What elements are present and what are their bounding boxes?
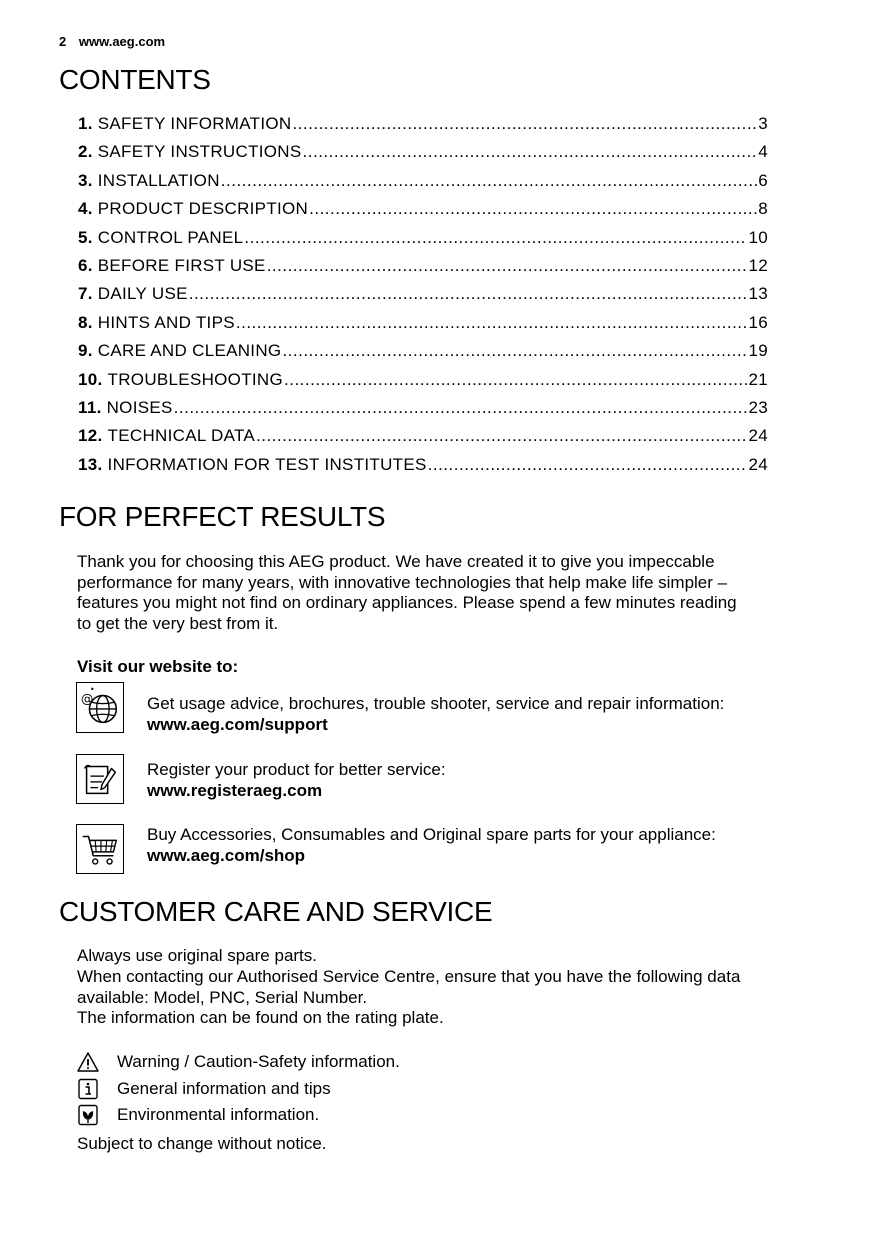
toc-dot-leader <box>221 171 757 191</box>
toc-entry[interactable] <box>78 199 768 227</box>
warning-triangle-icon <box>77 1051 99 1073</box>
toc-dot-leader <box>303 142 758 162</box>
toc-dot-leader <box>284 370 747 390</box>
toc-dot-leader <box>309 199 757 219</box>
toc-entry[interactable] <box>78 398 768 426</box>
toc-entry-number: 7. <box>78 284 93 304</box>
toc-entry-number: 12. <box>78 426 103 446</box>
register-website-text <box>147 759 847 801</box>
toc-entry-number: 3. <box>78 170 93 190</box>
toc-entry[interactable] <box>78 426 768 454</box>
legend-environment-label: Environmental information. <box>117 1105 320 1125</box>
page-header <box>59 34 165 49</box>
intro-line: features you might not find on ordinary appliances. Please spend a few minutes reading <box>77 593 737 613</box>
care-line: Always use original spare parts. <box>77 946 318 965</box>
toc-entry-number: 2. <box>78 142 93 162</box>
toc-entry-label: CARE AND CLEANING <box>97 341 282 361</box>
support-link[interactable]: www.aeg.com/support <box>147 715 328 734</box>
toc-entry-page: 4 <box>758 142 768 162</box>
toc-entry-label: CONTROL PANEL <box>97 227 244 247</box>
shop-website-text <box>147 824 847 866</box>
results-intro <box>77 552 817 634</box>
toc-entry[interactable] <box>78 256 768 284</box>
register-link[interactable]: www.registeraeg.com <box>147 781 323 800</box>
legend-warning-label: Warning / Caution-Safety information. <box>117 1052 400 1072</box>
change-notice: Subject to change without notice. <box>77 1134 327 1153</box>
toc-entry-page: 10 <box>748 227 768 247</box>
legend-environment <box>77 1102 400 1129</box>
toc-entry-page: 8 <box>758 199 768 219</box>
toc-entry-number: 8. <box>78 312 93 332</box>
toc-entry-page: 23 <box>748 397 768 417</box>
toc-entry-number: 4. <box>78 199 93 219</box>
shop-description: Buy Accessories, Consumables and Original spare parts for your appliance: <box>147 825 716 844</box>
toc-entry[interactable] <box>78 114 768 142</box>
legend-warning <box>77 1049 400 1076</box>
toc-entry[interactable] <box>78 142 768 170</box>
support-description: Get usage advice, brochures, trouble shooter, service and repair information: <box>147 694 725 713</box>
toc-entry-label: BEFORE FIRST USE <box>97 255 266 275</box>
site-url[interactable]: www.aeg.com <box>78 34 166 49</box>
toc-dot-leader <box>174 398 748 418</box>
toc-entry-number: 9. <box>78 341 93 361</box>
visit-website-label: Visit our website to: <box>77 657 239 676</box>
contents-heading: CONTENTS <box>59 64 211 95</box>
toc-dot-leader <box>292 114 757 134</box>
toc-entry-label: INFORMATION FOR TEST INSTITUTES <box>107 454 427 474</box>
register-document-icon <box>76 754 124 804</box>
perfect-results-heading: FOR PERFECT RESULTS <box>59 501 386 532</box>
toc-entry-label: SAFETY INFORMATION <box>97 114 292 133</box>
toc-entry-page: 12 <box>748 255 768 275</box>
environment-icon <box>77 1104 99 1126</box>
care-line: The information can be found on the rating plate. <box>77 1008 444 1028</box>
toc-entry[interactable] <box>78 171 768 199</box>
legend-info <box>77 1076 400 1103</box>
toc-entry-label: TECHNICAL DATA <box>107 426 256 446</box>
toc-dot-leader <box>428 455 748 475</box>
info-icon <box>77 1078 99 1100</box>
support-website-text <box>147 693 847 735</box>
shopping-cart-icon <box>76 824 124 874</box>
toc-entry-number: 1. <box>78 114 93 133</box>
intro-line: to get the very best from it. <box>77 613 279 633</box>
toc-entry[interactable] <box>78 284 768 312</box>
toc-entry[interactable] <box>78 228 768 256</box>
toc-entry-page: 24 <box>748 454 768 474</box>
toc-entry-page: 3 <box>758 114 768 133</box>
toc-dot-leader <box>244 228 747 248</box>
toc-entry-page: 21 <box>748 369 768 389</box>
toc-entry[interactable] <box>78 341 768 369</box>
toc-entry-page: 16 <box>748 312 768 332</box>
toc-entry-number: 13. <box>78 454 103 474</box>
toc-entry-page: 6 <box>758 170 768 190</box>
toc-entry-label: INSTALLATION <box>97 170 220 190</box>
toc-entry-number: 10. <box>78 369 103 389</box>
table-of-contents <box>78 114 768 483</box>
toc-dot-leader <box>256 426 747 446</box>
toc-entry-number: 11. <box>78 397 102 417</box>
customer-care-heading: CUSTOMER CARE AND SERVICE <box>59 896 493 927</box>
toc-entry-label: DAILY USE <box>97 284 188 304</box>
page-number: 2 <box>59 34 67 49</box>
shop-link[interactable]: www.aeg.com/shop <box>147 846 306 865</box>
customer-care-text <box>77 946 817 1029</box>
toc-dot-leader <box>282 341 747 361</box>
register-description: Register your product for better service: <box>147 760 446 779</box>
intro-line: performance for many years, with innovative technologies that help make life simpler – <box>77 572 728 592</box>
toc-entry-label: NOISES <box>106 397 173 417</box>
toc-entry-label: SAFETY INSTRUCTIONS <box>97 142 302 162</box>
toc-entry-label: TROUBLESHOOTING <box>107 369 284 389</box>
svg-text:@: @ <box>80 691 94 707</box>
toc-entry-label: HINTS AND TIPS <box>97 312 235 332</box>
care-line: available: Model, PNC, Serial Number. <box>77 987 368 1007</box>
intro-line: Thank you for choosing this AEG product. We have created it to give you impeccable <box>77 552 715 571</box>
toc-entry-page: 13 <box>748 284 768 304</box>
toc-entry[interactable] <box>78 313 768 341</box>
toc-dot-leader <box>267 256 748 276</box>
toc-dot-leader <box>189 284 748 304</box>
globe-at-icon <box>76 682 124 733</box>
toc-entry-number: 5. <box>78 227 93 247</box>
toc-entry[interactable] <box>78 455 768 483</box>
symbol-legend <box>77 1049 400 1129</box>
legend-info-label: General information and tips <box>117 1078 331 1098</box>
toc-entry-number: 6. <box>78 255 93 275</box>
toc-entry-page: 24 <box>748 426 768 446</box>
care-line: When contacting our Authorised Service Centre, ensure that you have the following data <box>77 966 741 986</box>
toc-entry[interactable] <box>78 370 768 398</box>
toc-entry-page: 19 <box>748 341 768 361</box>
toc-entry-label: PRODUCT DESCRIPTION <box>97 199 309 219</box>
toc-dot-leader <box>236 313 748 333</box>
